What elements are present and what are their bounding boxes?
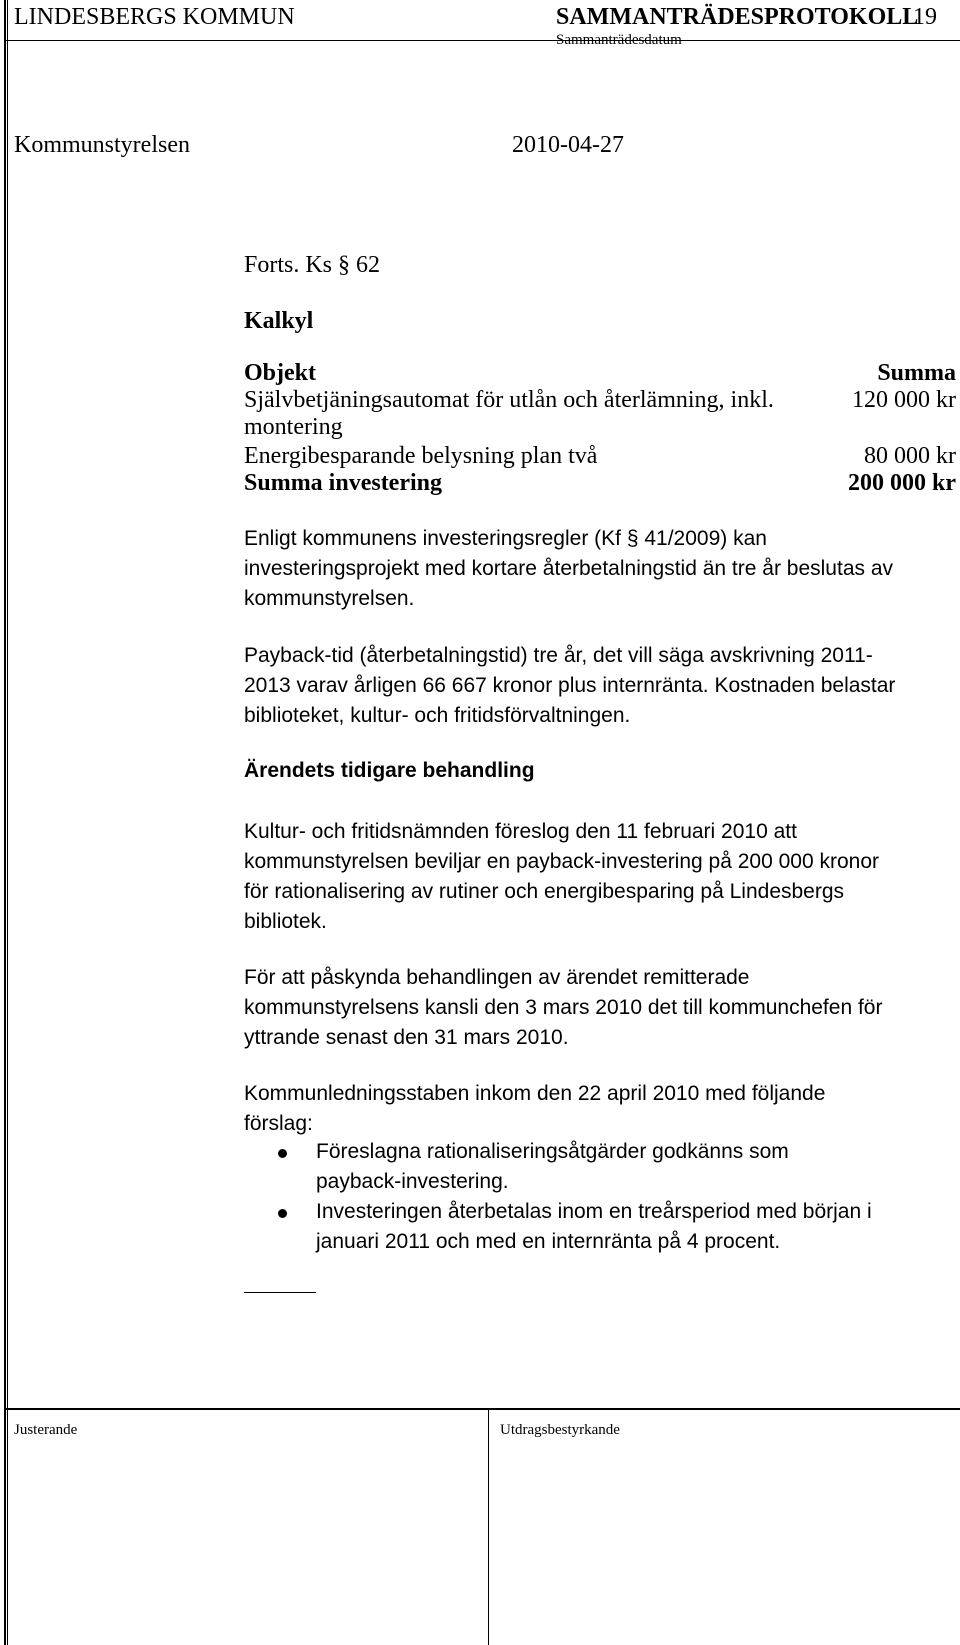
paragraph-committee-proposal bbox=[244, 817, 944, 937]
text-line: biblioteket, kultur- och fritidsförvaltningen. bbox=[244, 704, 631, 727]
bullet-item-2 bbox=[316, 1197, 956, 1257]
footer-divider bbox=[488, 1408, 489, 1645]
calc-row-1-object: Självbetjäningsautomat för utlån och återlämning, inkl. bbox=[244, 387, 774, 413]
calc-row-1-object-cont: montering bbox=[244, 414, 343, 440]
text-line: För att påskynda behandlingen av ärendet remitterade bbox=[244, 966, 750, 989]
text-line: Investeringen återbetalas inom en treårsperiod med början i bbox=[316, 1200, 872, 1223]
footer-right-label: Utdragsbestyrkande bbox=[500, 1422, 620, 1438]
left-margin-rule bbox=[4, 0, 6, 1645]
footer-left-label: Justerande bbox=[14, 1422, 78, 1438]
text-line: Payback-tid (återbetalningstid) tre år, det vill säga avskrivning 2011- bbox=[244, 644, 873, 667]
section-end-rule bbox=[244, 1292, 316, 1293]
bullet-icon bbox=[278, 1149, 287, 1158]
text-line: förslag: bbox=[244, 1112, 313, 1135]
text-line: kommunstyrelsen beviljar en payback-investering på 200 000 kronor bbox=[244, 850, 880, 873]
paragraph-investment-rules bbox=[244, 524, 944, 614]
text-line: Enligt kommunens investeringsregler (Kf § 41/2009) kan bbox=[244, 527, 767, 550]
document-type: SAMMANTRÄDESPROTOKOLL bbox=[556, 4, 919, 30]
text-line: investeringsprojekt med kortare återbetalningstid än tre år beslutas av bbox=[244, 557, 894, 580]
history-heading: Ärendets tidigare behandling bbox=[244, 759, 535, 782]
text-line: payback-investering. bbox=[316, 1170, 509, 1193]
calc-row-2-object: Energibesparande belysning plan två bbox=[244, 443, 598, 469]
calc-row-1-amount: 120 000 kr bbox=[852, 387, 956, 413]
meeting-date: 2010-04-27 bbox=[512, 132, 624, 158]
header-rule bbox=[4, 40, 960, 41]
calc-total-label: Summa investering bbox=[244, 470, 442, 496]
calc-heading: Kalkyl bbox=[244, 308, 314, 334]
paragraph-payback bbox=[244, 641, 944, 731]
text-line: Föreslagna rationaliseringsåtgärder godkänns som bbox=[316, 1140, 789, 1163]
date-label: Sammanträdesdatum bbox=[556, 32, 682, 48]
paragraph-staff-proposal bbox=[244, 1079, 944, 1139]
text-line: för rationalisering av rutiner och energibesparing på Lindesbergs bbox=[244, 880, 845, 903]
text-line: kommunstyrelsens kansli den 3 mars 2010 det till kommunchefen för bbox=[244, 996, 883, 1019]
paragraph-referral bbox=[244, 963, 944, 1053]
footer-rule bbox=[4, 1408, 960, 1410]
col-sum-header: Summa bbox=[877, 360, 956, 386]
bullet-item-1 bbox=[316, 1137, 956, 1197]
continuation-label: Forts. Ks § 62 bbox=[244, 252, 381, 278]
text-line: Kultur- och fritidsnämnden föreslog den 11 februari 2010 att bbox=[244, 820, 797, 843]
calc-row-2-amount: 80 000 kr bbox=[864, 443, 956, 469]
text-line: 2013 varav årligen 66 667 kronor plus internränta. Kostnaden belastar bbox=[244, 674, 896, 697]
col-object-header: Objekt bbox=[244, 360, 316, 386]
left-margin-rule-inner bbox=[7, 0, 8, 1645]
text-line: bibliotek. bbox=[244, 910, 327, 933]
bullet-icon bbox=[278, 1209, 287, 1218]
organization-name: LINDESBERGS KOMMUN bbox=[14, 4, 295, 30]
text-line: yttrande senast den 31 mars 2010. bbox=[244, 1026, 569, 1049]
body-name: Kommunstyrelsen bbox=[14, 132, 190, 158]
text-line: januari 2011 och med en internränta på 4 procent. bbox=[316, 1230, 781, 1253]
page-number: 19 bbox=[913, 4, 937, 30]
calc-total-amount: 200 000 kr bbox=[848, 470, 956, 496]
text-line: kommunstyrelsen. bbox=[244, 587, 415, 610]
text-line: Kommunledningsstaben inkom den 22 april 2010 med följande bbox=[244, 1082, 826, 1105]
